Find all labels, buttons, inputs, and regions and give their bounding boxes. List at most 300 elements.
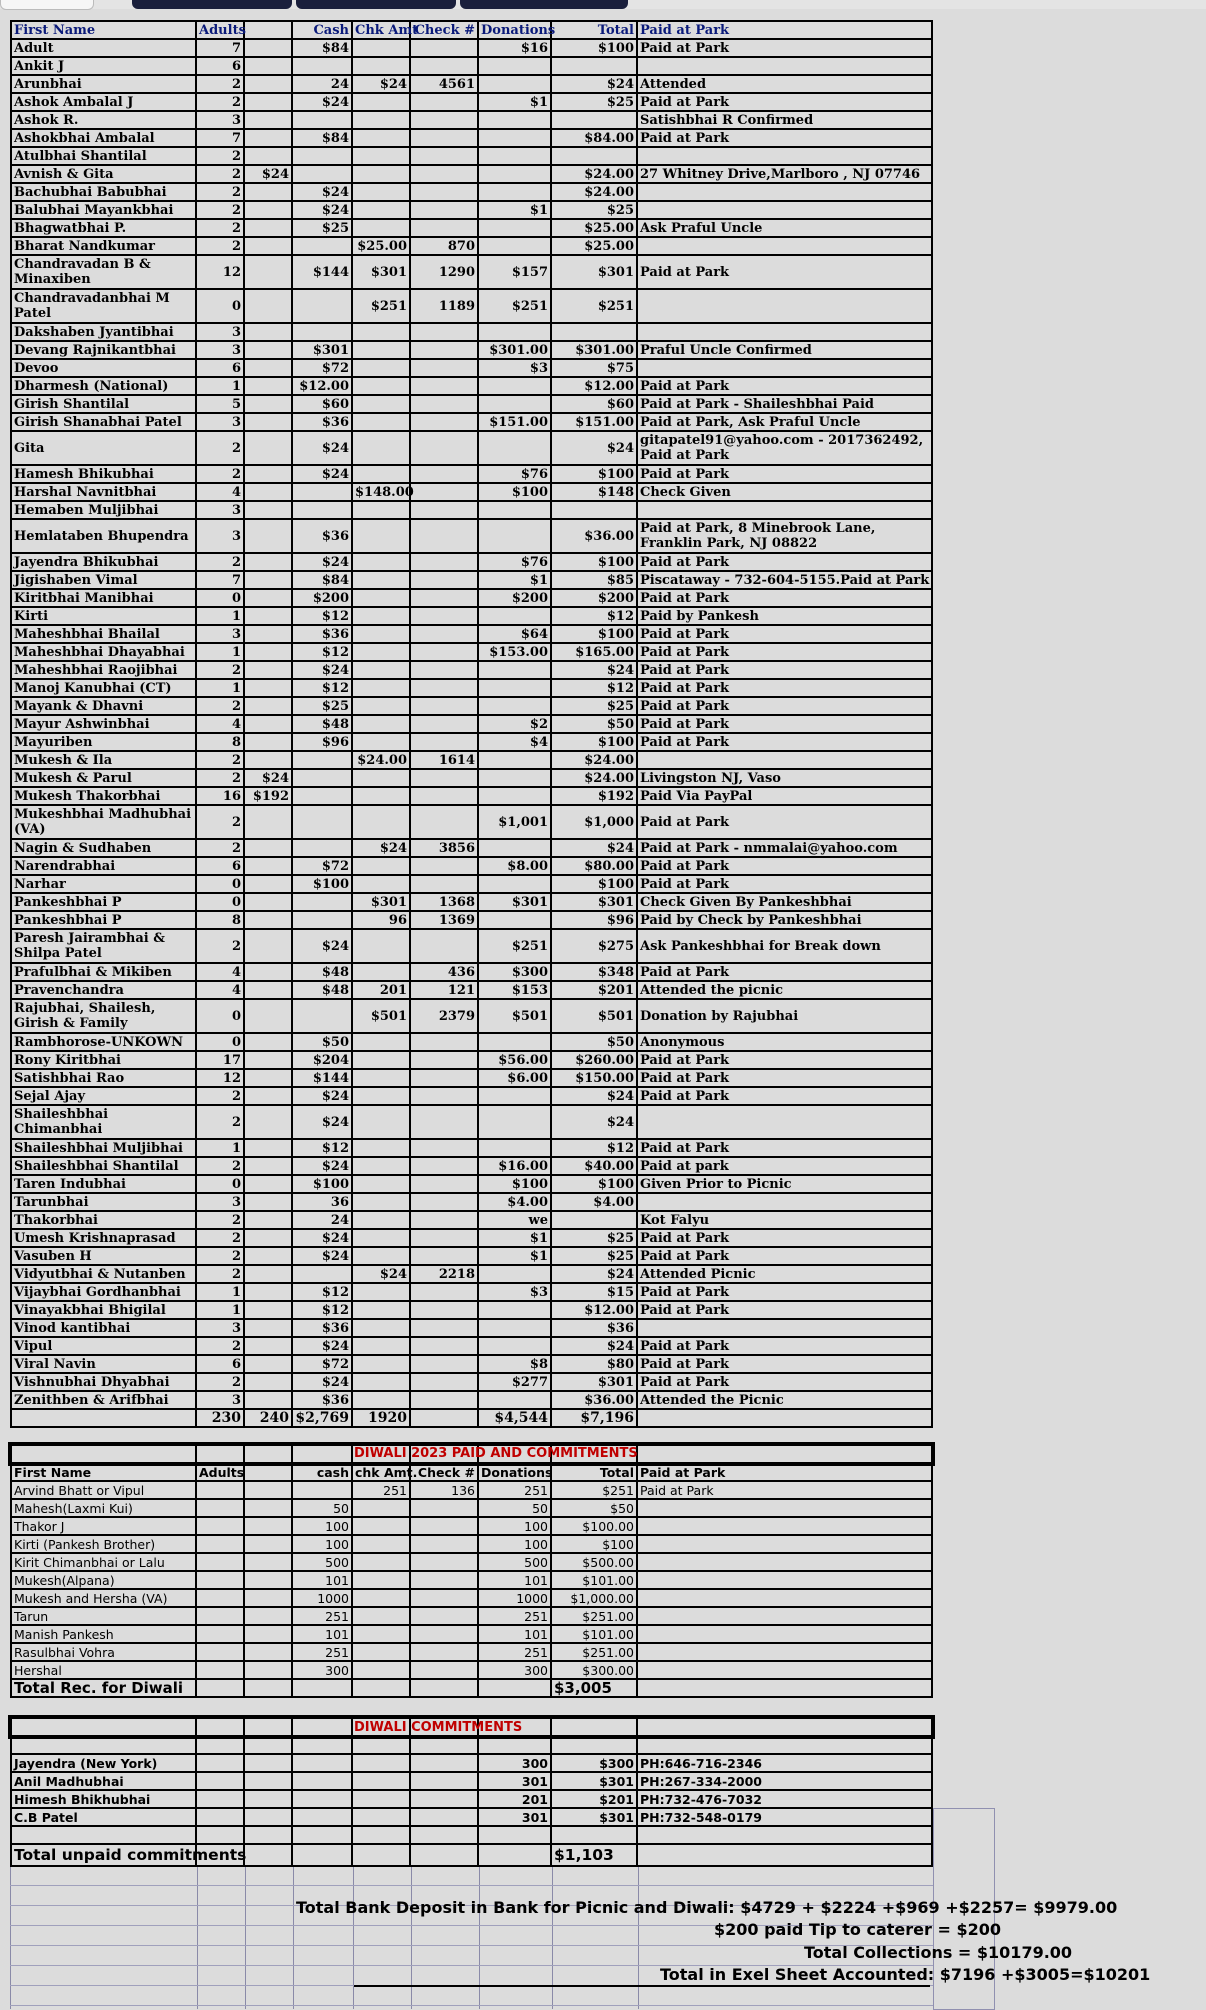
- table-cell[interactable]: [352, 857, 410, 875]
- table-cell[interactable]: [352, 929, 410, 963]
- table-cell[interactable]: [478, 431, 551, 465]
- table-cell[interactable]: Paid at Park: [637, 1087, 932, 1105]
- table-cell[interactable]: Paid at Park: [637, 1481, 932, 1499]
- table-cell[interactable]: $24: [352, 75, 410, 93]
- table-cell[interactable]: [352, 1033, 410, 1051]
- table-cell[interactable]: Livingston NJ, Vaso: [637, 769, 932, 787]
- table-cell[interactable]: 100: [478, 1517, 551, 1535]
- table-cell[interactable]: [352, 395, 410, 413]
- table-cell[interactable]: [352, 147, 410, 165]
- table-cell[interactable]: $16.00: [478, 1157, 551, 1175]
- table-cell[interactable]: 500: [478, 1553, 551, 1571]
- table-cell[interactable]: [478, 661, 551, 679]
- table-cell[interactable]: [352, 93, 410, 111]
- table-cell[interactable]: [410, 183, 478, 201]
- table-cell[interactable]: 1: [196, 377, 244, 395]
- table-cell[interactable]: 240: [244, 1409, 292, 1427]
- table-cell[interactable]: [196, 1754, 244, 1772]
- table-cell[interactable]: Attended the Picnic: [637, 1391, 932, 1409]
- table-cell[interactable]: $24: [551, 1087, 637, 1105]
- table-cell[interactable]: Devang Rajnikantbhai: [11, 341, 196, 359]
- table-cell[interactable]: $275: [551, 929, 637, 963]
- table-cell[interactable]: $24: [551, 839, 637, 857]
- table-cell[interactable]: [244, 519, 292, 553]
- table-cell[interactable]: [196, 1826, 244, 1844]
- table-cell[interactable]: [244, 1087, 292, 1105]
- table-cell[interactable]: [244, 661, 292, 679]
- table-cell[interactable]: Dharmesh (National): [11, 377, 196, 395]
- table-cell[interactable]: $48: [292, 981, 352, 999]
- table-cell[interactable]: [244, 323, 292, 341]
- table-cell[interactable]: 2: [196, 93, 244, 111]
- table-cell[interactable]: [478, 751, 551, 769]
- table-cell[interactable]: [410, 1679, 478, 1697]
- table-cell[interactable]: [410, 431, 478, 465]
- table-cell[interactable]: $24: [292, 93, 352, 111]
- table-cell[interactable]: $48: [292, 715, 352, 733]
- table-cell[interactable]: [352, 1051, 410, 1069]
- table-cell[interactable]: [244, 1175, 292, 1193]
- table-cell[interactable]: [410, 483, 478, 501]
- table-cell[interactable]: $24: [551, 1337, 637, 1355]
- table-cell[interactable]: 4: [196, 981, 244, 999]
- table-cell[interactable]: [410, 1033, 478, 1051]
- table-cell[interactable]: 2218: [410, 1265, 478, 1283]
- table-cell[interactable]: $24.00: [352, 751, 410, 769]
- table-cell[interactable]: [352, 1105, 410, 1139]
- table-cell[interactable]: Paid at Park: [637, 589, 932, 607]
- table-cell[interactable]: Avnish & Gita: [11, 165, 196, 183]
- table-cell[interactable]: $24: [292, 553, 352, 571]
- table-cell[interactable]: $25: [551, 201, 637, 219]
- table-cell[interactable]: $24: [292, 465, 352, 483]
- table-cell[interactable]: $153.00: [478, 643, 551, 661]
- table-cell[interactable]: 2: [196, 553, 244, 571]
- table-cell[interactable]: Shaileshbhai Shantilal: [11, 1157, 196, 1175]
- table-cell[interactable]: 251: [352, 1481, 410, 1499]
- table-cell[interactable]: $24: [551, 1265, 637, 1283]
- table-cell[interactable]: [352, 57, 410, 75]
- table-cell[interactable]: [196, 1517, 244, 1535]
- table-cell[interactable]: Shaileshbhai Chimanbhai: [11, 1105, 196, 1139]
- table-cell[interactable]: [410, 1409, 478, 1427]
- table-cell[interactable]: $50: [551, 715, 637, 733]
- table-cell[interactable]: [352, 377, 410, 395]
- table-cell[interactable]: [244, 625, 292, 643]
- table-cell[interactable]: $1: [478, 571, 551, 589]
- table-cell[interactable]: Arvind Bhatt or Vipul: [11, 1481, 196, 1499]
- table-cell[interactable]: [478, 395, 551, 413]
- table-cell[interactable]: $3,005: [551, 1679, 637, 1697]
- table-cell[interactable]: Mukesh Thakorbhai: [11, 787, 196, 805]
- table-cell[interactable]: [637, 1625, 932, 1643]
- table-cell[interactable]: [410, 1051, 478, 1069]
- table-cell[interactable]: Rambhorose-UNKOWN: [11, 1033, 196, 1051]
- table-cell[interactable]: [244, 589, 292, 607]
- table-cell[interactable]: $24: [292, 201, 352, 219]
- table-cell[interactable]: [410, 1069, 478, 1087]
- table-cell[interactable]: $24: [292, 661, 352, 679]
- table-cell[interactable]: gitapatel91@yahoo.com - 2017362492, Paid at Park: [637, 431, 932, 465]
- table-cell[interactable]: $3: [478, 359, 551, 377]
- table-cell[interactable]: [410, 1337, 478, 1355]
- table-cell[interactable]: $277: [478, 1373, 551, 1391]
- table-cell[interactable]: $260.00: [551, 1051, 637, 1069]
- table-cell[interactable]: [410, 643, 478, 661]
- table-cell[interactable]: $301: [352, 255, 410, 289]
- table-cell[interactable]: [352, 661, 410, 679]
- table-cell[interactable]: $12: [292, 1139, 352, 1157]
- table-cell[interactable]: $301: [292, 341, 352, 359]
- table-cell[interactable]: [352, 1139, 410, 1157]
- table-cell[interactable]: 6: [196, 1355, 244, 1373]
- table-cell[interactable]: $12.00: [292, 377, 352, 395]
- table-cell[interactable]: Paid Via PayPal: [637, 787, 932, 805]
- table-cell[interactable]: $24: [551, 661, 637, 679]
- table-cell[interactable]: [551, 1211, 637, 1229]
- table-cell[interactable]: [352, 607, 410, 625]
- table-cell[interactable]: Paid at Park: [637, 697, 932, 715]
- table-cell[interactable]: [478, 1337, 551, 1355]
- table-cell[interactable]: [352, 1589, 410, 1607]
- table-cell[interactable]: 16: [196, 787, 244, 805]
- table-cell[interactable]: [244, 21, 292, 39]
- table-cell[interactable]: 870: [410, 237, 478, 255]
- table-cell[interactable]: Paid at Park: [637, 661, 932, 679]
- table-cell[interactable]: Paid at Park: [637, 1463, 932, 1481]
- table-cell[interactable]: [637, 1535, 932, 1553]
- table-cell[interactable]: Paid at Park: [637, 733, 932, 751]
- table-cell[interactable]: [196, 1499, 244, 1517]
- table-cell[interactable]: $501: [352, 999, 410, 1033]
- table-cell[interactable]: [410, 1499, 478, 1517]
- table-cell[interactable]: Paid at Park: [637, 553, 932, 571]
- table-cell[interactable]: [244, 1754, 292, 1772]
- table-cell[interactable]: $251.00: [551, 1643, 637, 1661]
- table-cell[interactable]: $36: [551, 1319, 637, 1337]
- table-cell[interactable]: [410, 1087, 478, 1105]
- table-cell[interactable]: $72: [292, 359, 352, 377]
- table-cell[interactable]: $84: [292, 39, 352, 57]
- table-cell[interactable]: $84: [292, 129, 352, 147]
- table-cell[interactable]: $12: [551, 607, 637, 625]
- table-cell[interactable]: [410, 413, 478, 431]
- table-cell[interactable]: [637, 1319, 932, 1337]
- table-cell[interactable]: 1189: [410, 289, 478, 323]
- table-cell[interactable]: Cash: [292, 21, 352, 39]
- table-cell[interactable]: PH:267-334-2000: [637, 1772, 932, 1790]
- table-cell[interactable]: [244, 1373, 292, 1391]
- table-cell[interactable]: $153: [478, 981, 551, 999]
- table-cell[interactable]: [352, 769, 410, 787]
- table-cell[interactable]: $12.00: [551, 1301, 637, 1319]
- table-cell[interactable]: Paid at Park - nmmalai@yahoo.com: [637, 839, 932, 857]
- table-cell[interactable]: [410, 57, 478, 75]
- table-cell[interactable]: $501: [478, 999, 551, 1033]
- table-cell[interactable]: [244, 1736, 292, 1754]
- table-cell[interactable]: [244, 75, 292, 93]
- table-cell[interactable]: Paid by Pankesh: [637, 607, 932, 625]
- table-cell[interactable]: [352, 1772, 410, 1790]
- table-cell[interactable]: 3: [196, 501, 244, 519]
- table-cell[interactable]: [244, 39, 292, 57]
- table-cell[interactable]: $101.00: [551, 1571, 637, 1589]
- table-cell[interactable]: [478, 1319, 551, 1337]
- table-cell[interactable]: $100: [551, 553, 637, 571]
- table-cell[interactable]: [352, 1736, 410, 1754]
- table-cell[interactable]: Bhagwatbhai P.: [11, 219, 196, 237]
- table-cell[interactable]: [352, 1319, 410, 1337]
- table-cell[interactable]: [478, 787, 551, 805]
- table-cell[interactable]: [292, 1736, 352, 1754]
- table-cell[interactable]: [352, 679, 410, 697]
- table-cell[interactable]: $251: [551, 289, 637, 323]
- table-cell[interactable]: Tarun: [11, 1607, 196, 1625]
- table-cell[interactable]: [478, 769, 551, 787]
- table-cell[interactable]: [244, 1661, 292, 1679]
- table-cell[interactable]: [478, 607, 551, 625]
- table-cell[interactable]: [352, 1661, 410, 1679]
- table-cell[interactable]: $84.00: [551, 129, 637, 147]
- table-cell[interactable]: $301: [352, 893, 410, 911]
- table-cell[interactable]: 7: [196, 39, 244, 57]
- table-cell[interactable]: [352, 219, 410, 237]
- table-cell[interactable]: 36: [292, 1193, 352, 1211]
- table-cell[interactable]: Chk Amt: [352, 21, 410, 39]
- table-cell[interactable]: $301: [551, 1772, 637, 1790]
- table-cell[interactable]: $192: [244, 787, 292, 805]
- table-cell[interactable]: [478, 501, 551, 519]
- table-cell[interactable]: Paid at Park: [637, 625, 932, 643]
- table-cell[interactable]: [410, 589, 478, 607]
- table-cell[interactable]: [292, 323, 352, 341]
- table-cell[interactable]: [352, 165, 410, 183]
- table-cell[interactable]: 1: [196, 1283, 244, 1301]
- table-cell[interactable]: [292, 1754, 352, 1772]
- table-cell[interactable]: [292, 893, 352, 911]
- table-cell[interactable]: [292, 1826, 352, 1844]
- table-cell[interactable]: [244, 1157, 292, 1175]
- table-cell[interactable]: [410, 1553, 478, 1571]
- table-cell[interactable]: [551, 323, 637, 341]
- table-cell[interactable]: $201: [551, 1790, 637, 1808]
- table-cell[interactable]: [410, 1229, 478, 1247]
- table-cell[interactable]: 251: [292, 1607, 352, 1625]
- table-cell[interactable]: $300.00: [551, 1661, 637, 1679]
- table-cell[interactable]: 12: [196, 255, 244, 289]
- table-cell[interactable]: $100: [551, 1175, 637, 1193]
- table-cell[interactable]: $148.00: [352, 483, 410, 501]
- table-cell[interactable]: [551, 501, 637, 519]
- table-cell[interactable]: $36: [292, 625, 352, 643]
- table-cell[interactable]: 96: [352, 911, 410, 929]
- table-cell[interactable]: [551, 57, 637, 75]
- table-cell[interactable]: Mayur Ashwinbhai: [11, 715, 196, 733]
- table-cell[interactable]: $2,769: [292, 1409, 352, 1427]
- table-cell[interactable]: Pravenchandra: [11, 981, 196, 999]
- table-cell[interactable]: [292, 1808, 352, 1826]
- table-cell[interactable]: [292, 147, 352, 165]
- table-cell[interactable]: [244, 911, 292, 929]
- table-cell[interactable]: [352, 1229, 410, 1247]
- table-cell[interactable]: [244, 1589, 292, 1607]
- table-cell[interactable]: $50: [551, 1499, 637, 1517]
- table-cell[interactable]: [352, 1211, 410, 1229]
- table-cell[interactable]: 6: [196, 857, 244, 875]
- table-cell[interactable]: Kirit Chimanbhai or Lalu: [11, 1553, 196, 1571]
- table-cell[interactable]: [478, 911, 551, 929]
- table-cell[interactable]: $36: [292, 413, 352, 431]
- table-cell[interactable]: [352, 1754, 410, 1772]
- table-cell[interactable]: 7: [196, 129, 244, 147]
- table-cell[interactable]: [352, 875, 410, 893]
- table-cell[interactable]: Vipul: [11, 1337, 196, 1355]
- table-cell[interactable]: Hemlataben Bhupendra: [11, 519, 196, 553]
- table-cell[interactable]: Harshal Navnitbhai: [11, 483, 196, 501]
- table-cell[interactable]: Total: [551, 1463, 637, 1481]
- table-cell[interactable]: $100: [551, 39, 637, 57]
- table-cell[interactable]: [637, 1679, 932, 1697]
- table-cell[interactable]: 1368: [410, 893, 478, 911]
- table-cell[interactable]: [478, 1736, 551, 1754]
- table-cell[interactable]: Ankit J: [11, 57, 196, 75]
- table-cell[interactable]: 101: [292, 1625, 352, 1643]
- table-cell[interactable]: 2: [196, 1157, 244, 1175]
- table-cell[interactable]: [637, 1499, 932, 1517]
- table-cell[interactable]: [352, 1499, 410, 1517]
- table-cell[interactable]: Maheshbhai Raojibhai: [11, 661, 196, 679]
- table-cell[interactable]: Himesh Bhikhubhai: [11, 1790, 196, 1808]
- table-cell[interactable]: $100: [551, 733, 637, 751]
- table-cell[interactable]: [244, 1553, 292, 1571]
- table-cell[interactable]: Check Given: [637, 483, 932, 501]
- table-cell[interactable]: 3856: [410, 839, 478, 857]
- table-cell[interactable]: Dakshaben Jyantibhai: [11, 323, 196, 341]
- table-cell[interactable]: 1290: [410, 255, 478, 289]
- table-cell[interactable]: [244, 465, 292, 483]
- table-cell[interactable]: $144: [292, 255, 352, 289]
- table-cell[interactable]: [244, 395, 292, 413]
- table-cell[interactable]: $72: [292, 857, 352, 875]
- table-cell[interactable]: [244, 1445, 292, 1463]
- table-cell[interactable]: Kirti: [11, 607, 196, 625]
- table-cell[interactable]: [196, 1607, 244, 1625]
- table-cell[interactable]: $100: [478, 483, 551, 501]
- table-cell[interactable]: [410, 465, 478, 483]
- table-cell[interactable]: [637, 1607, 932, 1625]
- table-cell[interactable]: Check Given By Pankeshbhai: [637, 893, 932, 911]
- table-cell[interactable]: 3: [196, 323, 244, 341]
- table-cell[interactable]: $500.00: [551, 1553, 637, 1571]
- table-cell[interactable]: [292, 999, 352, 1033]
- table-cell[interactable]: [352, 1790, 410, 1808]
- table-cell[interactable]: [196, 1553, 244, 1571]
- table-cell[interactable]: [352, 1607, 410, 1625]
- table-cell[interactable]: [244, 1391, 292, 1409]
- table-cell[interactable]: $25: [292, 219, 352, 237]
- table-cell[interactable]: [352, 1844, 410, 1866]
- table-cell[interactable]: [410, 93, 478, 111]
- table-cell[interactable]: $151.00: [478, 413, 551, 431]
- table-cell[interactable]: chk Amt.: [352, 1463, 410, 1481]
- table-cell[interactable]: 2: [196, 661, 244, 679]
- table-cell[interactable]: [637, 289, 932, 323]
- table-cell[interactable]: 0: [196, 1175, 244, 1193]
- table-cell[interactable]: 2: [196, 929, 244, 963]
- table-cell[interactable]: 1000: [292, 1589, 352, 1607]
- table-cell[interactable]: Hershal: [11, 1661, 196, 1679]
- table-cell[interactable]: 2: [196, 1087, 244, 1105]
- table-cell[interactable]: [244, 571, 292, 589]
- table-cell[interactable]: $144: [292, 1069, 352, 1087]
- table-cell[interactable]: $12: [292, 1301, 352, 1319]
- table-cell[interactable]: [292, 1772, 352, 1790]
- table-cell[interactable]: [352, 1087, 410, 1105]
- table-cell[interactable]: $101.00: [551, 1625, 637, 1643]
- table-cell[interactable]: 2: [196, 1337, 244, 1355]
- table-cell[interactable]: [244, 1069, 292, 1087]
- table-cell[interactable]: [410, 1844, 478, 1866]
- table-cell[interactable]: [244, 1193, 292, 1211]
- table-cell[interactable]: Anil Madhubhai: [11, 1772, 196, 1790]
- table-cell[interactable]: [637, 1718, 932, 1736]
- table-cell[interactable]: $151.00: [551, 413, 637, 431]
- table-cell[interactable]: $301.00: [551, 341, 637, 359]
- table-cell[interactable]: [637, 1643, 932, 1661]
- table-cell[interactable]: [352, 1175, 410, 1193]
- table-cell[interactable]: [410, 733, 478, 751]
- table-cell[interactable]: [244, 875, 292, 893]
- table-cell[interactable]: $25.00: [352, 237, 410, 255]
- table-cell[interactable]: $24: [352, 1265, 410, 1283]
- table-cell[interactable]: [352, 1679, 410, 1697]
- table-cell[interactable]: [244, 219, 292, 237]
- table-cell[interactable]: 2: [196, 237, 244, 255]
- table-cell[interactable]: $2: [478, 715, 551, 733]
- sheet-tab-active[interactable]: [0, 0, 94, 10]
- table-cell[interactable]: [244, 1301, 292, 1319]
- table-cell[interactable]: $96: [551, 911, 637, 929]
- table-cell[interactable]: $48: [292, 963, 352, 981]
- table-cell[interactable]: [637, 1445, 932, 1463]
- table-cell[interactable]: 24: [292, 1211, 352, 1229]
- table-cell[interactable]: 6: [196, 57, 244, 75]
- table-cell[interactable]: $100: [292, 1175, 352, 1193]
- table-cell[interactable]: Vinayakbhai Bhigilal: [11, 1301, 196, 1319]
- table-cell[interactable]: 201: [478, 1790, 551, 1808]
- table-cell[interactable]: [478, 1139, 551, 1157]
- table-cell[interactable]: Total unpaid commitments: [11, 1844, 196, 1866]
- table-cell[interactable]: [478, 57, 551, 75]
- table-cell[interactable]: $165.00: [551, 643, 637, 661]
- table-cell[interactable]: Bachubhai Babubhai: [11, 183, 196, 201]
- table-cell[interactable]: [410, 1373, 478, 1391]
- table-cell[interactable]: [244, 1139, 292, 1157]
- table-cell[interactable]: [244, 255, 292, 289]
- table-cell[interactable]: [410, 857, 478, 875]
- table-cell[interactable]: $251: [352, 289, 410, 323]
- table-cell[interactable]: [410, 39, 478, 57]
- table-cell[interactable]: [410, 625, 478, 643]
- table-cell[interactable]: $4.00: [551, 1193, 637, 1211]
- table-cell[interactable]: [410, 1193, 478, 1211]
- table-cell[interactable]: 3: [196, 1193, 244, 1211]
- table-cell[interactable]: 1: [196, 643, 244, 661]
- table-cell[interactable]: [196, 1661, 244, 1679]
- table-cell[interactable]: Satishbhai Rao: [11, 1069, 196, 1087]
- table-cell[interactable]: Jayendra (New York): [11, 1754, 196, 1772]
- table-cell[interactable]: 3: [196, 625, 244, 643]
